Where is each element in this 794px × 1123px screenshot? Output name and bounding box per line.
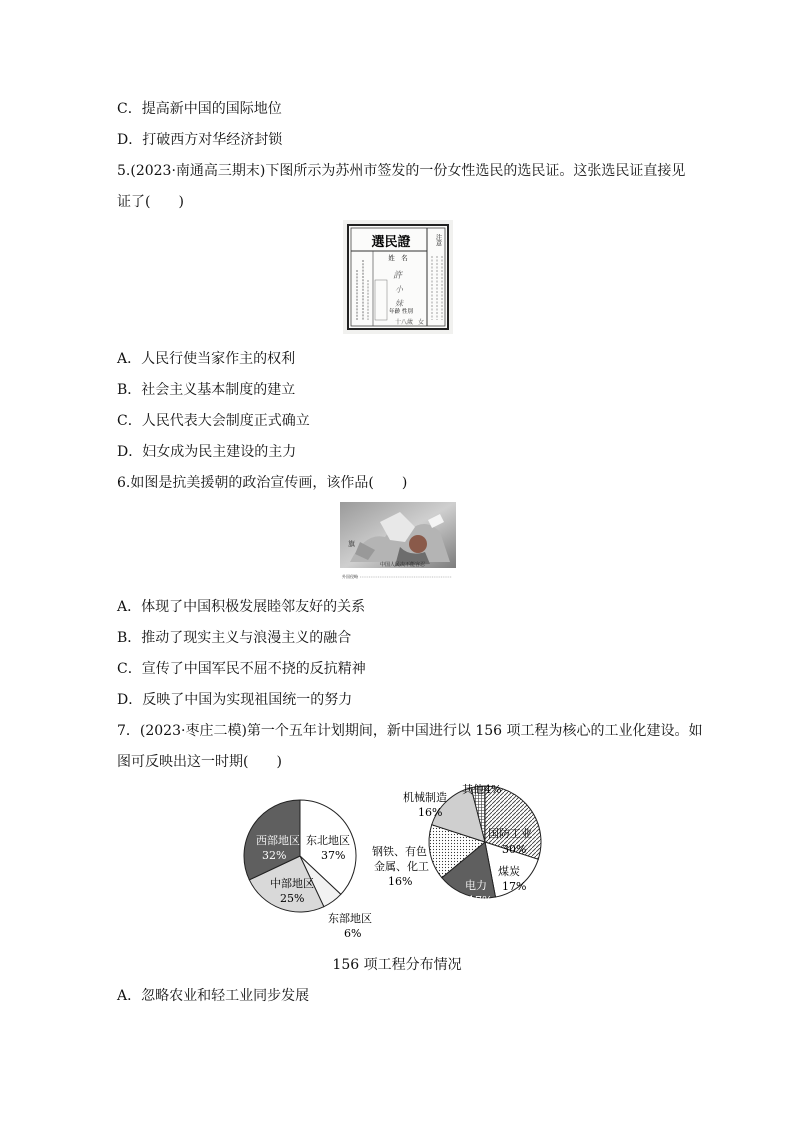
label-west-pct: 32% bbox=[262, 849, 287, 862]
label-machinery-pct: 16% bbox=[418, 806, 443, 819]
poster-caption-main: 中国人民决不能容忍 bbox=[380, 562, 426, 568]
q6-option-a: A．体现了中国积极发展睦邻友好的关系 bbox=[117, 599, 366, 615]
q6-option-d: D．反映了中国为实现祖国统一的努力 bbox=[117, 692, 353, 708]
voter-card-note-label: 注意 bbox=[434, 234, 442, 246]
q6-stem: 6.如图是抗美援朝的政治宣传画，该作品( ) bbox=[117, 475, 408, 491]
svg-text:旗: 旗 bbox=[348, 540, 355, 548]
label-northeast-pct: 37% bbox=[321, 849, 346, 862]
svg-text:十八歲: 十八歲 bbox=[395, 319, 414, 326]
label-machinery: 机械制造 bbox=[403, 791, 447, 804]
label-steel-1: 钢铁、有色 bbox=[372, 845, 427, 858]
q4-option-d: D．打破西方对华经济封锁 bbox=[117, 132, 283, 148]
voter-card-title: 選民證 bbox=[371, 235, 411, 250]
poster-caption-sub: 外国侵略 bbox=[342, 574, 358, 579]
q7-option-a: A．忽略农业和轻工业同步发展 bbox=[117, 988, 310, 1004]
label-east: 东部地区 bbox=[328, 912, 372, 925]
propaganda-poster-image bbox=[340, 502, 456, 582]
q5-stem-line1: 5.(2023·南通高三期末)下图所示为苏州市签发的一份女性选民的选民证。这张选民证直接见 bbox=[117, 163, 686, 179]
label-defense: 国防工业 bbox=[488, 827, 532, 840]
q6-option-b: B．推动了现实主义与浪漫主义的融合 bbox=[117, 630, 352, 646]
voter-card-name-label: 姓 名 bbox=[388, 254, 408, 262]
q5-stem-line2: 证了( ) bbox=[117, 194, 184, 210]
label-steel-pct: 16% bbox=[388, 875, 413, 888]
q7-stem-line2: 图可反映出这一时期( ) bbox=[117, 754, 282, 770]
svg-text:小: 小 bbox=[395, 285, 403, 294]
pie-charts-figure bbox=[240, 776, 560, 968]
label-power: 电力 bbox=[465, 879, 487, 892]
q5-option-c: C．人民代表大会制度正式确立 bbox=[117, 413, 310, 429]
label-coal: 煤炭 bbox=[498, 865, 520, 878]
label-other: 其他4% bbox=[462, 783, 502, 796]
q5-option-a: A．人民行使当家作主的权利 bbox=[117, 351, 296, 367]
q4-option-c: C．提高新中国的国际地位 bbox=[117, 101, 282, 117]
figure-caption: 156 项工程分布情况 bbox=[332, 957, 462, 973]
voter-card-image bbox=[343, 220, 453, 334]
label-northeast: 东北地区 bbox=[306, 834, 350, 847]
label-central-pct: 25% bbox=[280, 892, 305, 905]
label-coal-pct: 17% bbox=[502, 880, 527, 893]
q5-option-d: D．妇女成为民主建设的主力 bbox=[117, 444, 297, 460]
label-steel-2: 金属、化工 bbox=[374, 860, 429, 873]
label-east-pct: 6% bbox=[344, 927, 362, 940]
label-power-pct: 17% bbox=[468, 894, 493, 907]
label-defense-pct: 30% bbox=[502, 843, 527, 856]
svg-text:妹: 妹 bbox=[395, 299, 403, 308]
q5-option-b: B．社会主义基本制度的建立 bbox=[117, 382, 296, 398]
pie-charts-svg bbox=[240, 776, 560, 968]
voter-card-age-label: 年齡 性別 bbox=[389, 309, 413, 315]
label-central: 中部地区 bbox=[270, 877, 314, 890]
q6-option-c: C．宣传了中国军民不屈不挠的反抗精神 bbox=[117, 661, 366, 677]
q7-stem-line1: 7．(2023·枣庄二模)第一个五年计划期间，新中国进行以 156 项工程为核心的工业化建设。如 bbox=[117, 723, 703, 739]
svg-text:女: 女 bbox=[418, 319, 425, 326]
svg-text:許: 許 bbox=[393, 271, 403, 281]
label-west: 西部地区 bbox=[256, 834, 300, 847]
